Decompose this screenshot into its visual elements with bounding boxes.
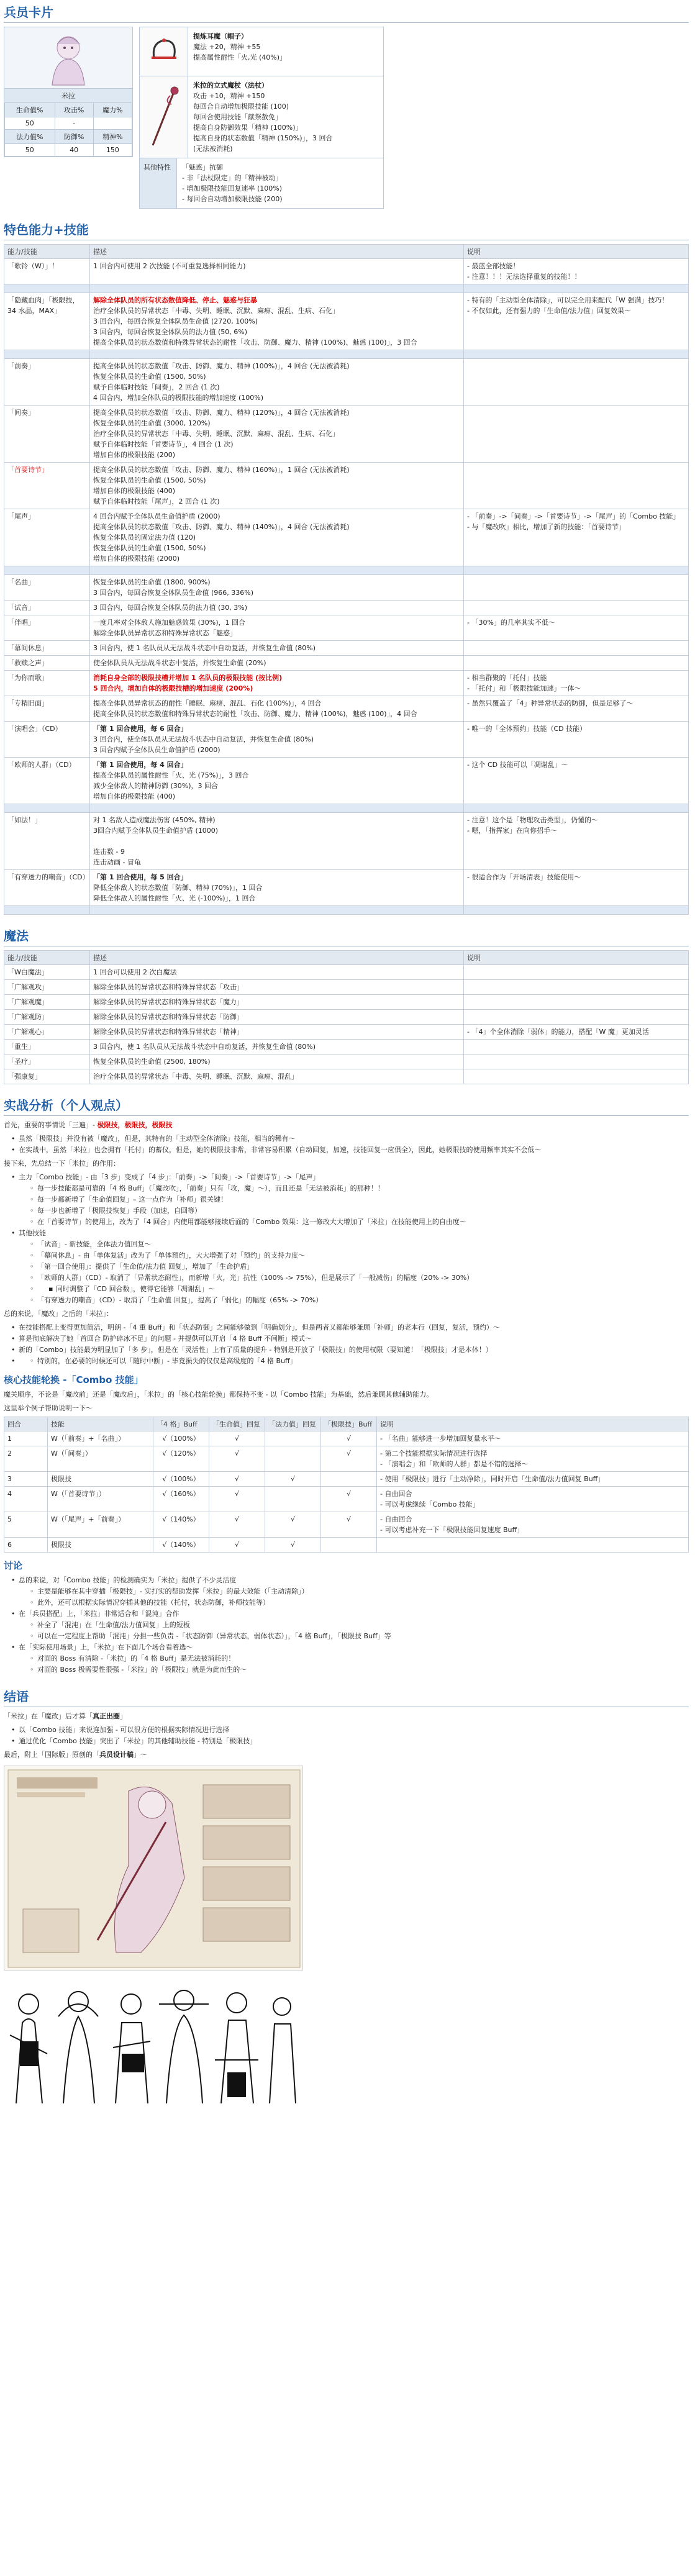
skill-note — [464, 656, 689, 671]
combo-row — [4, 1431, 689, 1446]
combo-skill: W（「首要诗节」） — [48, 1487, 153, 1512]
combo-buff: √（100%） — [153, 1431, 209, 1446]
character-name: 米拉 — [4, 88, 132, 102]
analysis-body: 首先，重要的事情说「三遍」- 极限技，极限技，极限技 • 虽然「极限技」并没有被「魔改」，但是，其特有的「主动型全体清除」技能，相当的稀有～ • 在实战中，虽然「米拉」也会拥有「托付」的蓄仪，但是，她的极限技非常，非常容易积累（自动回复，加速，技能回复一应俱全），因此，她极限技的使用频率其实不会低～ 接下来，先总结一下「米拉」的作用： • 主力「Combo 技能」- 由「3 步」变成了「4 步」：「前奏」->「间奏」->「首要诗节」->「尾声」 ◦ 每一步技能都是可靠的「4 格 Buff」（「魔改吹」，「前奏」只有「攻，魔」～），而且还是「无法被消耗」的那种！！ ◦ 每一步都新增了「生命值回复」– 这一点作为「补师」很关键！ ◦ 每一步也新增了「极限技恢复」手段（加速，自回等） ◦ 在「首要诗节」的使用上，改为了「4 回合」内使用都能够接续后面的「Combo 效果：这一修改大大增加了「米拉」在技能使用上的自由度～ • 其他技能 ◦ 「试音」- 新技能，全体法力值回复～ ◦ 「幕间休息」- 由「单体复活」改为了「单体预约」，大大增强了对「预约」的支持力度～ ◦ 「第一回合使用」：提供了「生命值/法力值 回复」，增加了「生命护盾」 ◦ 「欧师的人群」（CD）- 取消了「异常状态耐性」，而新增「火，光」抗性（100% -> 75%），但是展示了「一般减伤」的幅度（20% -> 30%） ▪ ◦ 同时调整了「CD 回合数」，使得它能够「凋谢乱」～ ◦ 「有穿透力的嘲音」（CD）- 取消了「生命值 回复」，提高了「弱化」的幅度（65% -> 70%） 总的来说，「魔改」之后的「米拉」： • 在技能搭配上变得更加简洁，明朗 -「4 重 Buff」和「状态防御」之间能够做到「明确划分」，但是两者又都能够兼顾「补师」的老本行（回复，复活，预约）～ • 算是彻底解决了她「首回合 防护碎冰不足」的问题 - 并提供可以开启「4 格 Buff 不间断」模式～ • 新的「Combo」技能最为明显加了「多 步」，但是在「灵活性」上有了质量的提升 - 特别是开放了「极限技」的使用权限（要知道！「极限技」才是本体！） ◦ • 特别的，在必要的时候还可以「随时中断」- 毕竟损失的仅仅是高级度的「4 格 Buff」 — [4, 1120, 689, 1367]
skill-row — [4, 696, 689, 722]
combo-hp: √ — [209, 1431, 265, 1446]
skill-desc: 对 1 名敌人造成魔法伤害 (450%, 精神) 3回合内赋予全体队员生命值护盾 (1000) 连击数 - 9 连击动画 - 冒龟 — [90, 813, 464, 870]
magic-desc: 3 回合内，使 1 名队员从无法战斗状态中自动复活，并恢复生命值 (80%) — [90, 1040, 464, 1054]
skill-name: 「试音」 — [4, 601, 90, 615]
combo-note: - 自由回合 - 可以考虑继续「Combo 技能」 — [377, 1487, 689, 1512]
combo-skill: 极限技 — [48, 1472, 153, 1487]
magic-table: 能力/技能 描述 说明 「W白魔法」 1 回合可以使用 2 次白魔法 「广解观攻」 解除全体队员的异常状态和特殊异常状态「攻击」 「广解观魔」 解除全体队员的异常状态和特殊异常状态「魔力」 「广解观防」 解除全体队员的异常状态和特殊异常状态「防御」 「广解观心」 解除全体队员的异常状态和特殊异常状态「精神」 - 「4」个全体消除「弱体」的能力，搭配「W 魔」更加灵活 「重生」 3 回合内，使 1 名队员从无法战斗状态中自动复活，并恢复生命值 (80%) 「圣疗」 恢复全体队员的生命值 (2500, 180%) 「强康复」 治疗全体队员的异常状态「中毒、失明、睡眠、沉默、麻痹、混乱」 — [4, 950, 689, 1084]
combo-skill: W（「间奏」） — [48, 1446, 153, 1472]
skill-desc: 提高全体队员的状态数值「攻击、防御、魔力、精神 (120%)」，4 回合 (无法被消耗) 恢复全体队员的生命值 (3000, 120%) 治疗全体队员的异常状态「中毒、失明、睡眠、沉默、麻痹、混乱、生病、石化」 赋予自体临时技能「首要诗节」，4 回合 (1 次) 增加自体的极限技能 (200) — [90, 406, 464, 463]
combo-lb — [321, 1472, 377, 1487]
magic-name: 「广解观心」 — [4, 1025, 90, 1040]
skill-row — [4, 406, 689, 463]
combo-n: 5 — [4, 1512, 48, 1538]
skill-note: - 「前奏」->「间奏」->「首要诗节」->「尾声」的「Combo 技能」 - 与「魔改吹」相比，增加了新的技能：「首要诗节」 — [464, 509, 689, 566]
combo-table: 回合 技能 「4 格」Buff 「生命值」回复 「法力值」回复 「极限技」Buff 说明 1 W（「前奏」+「名曲」） √（100%） √ √ - 「名曲」能够进一步增加回复量水平～ 2 W（「间奏」） √（120%） √ √ - 第二个技能根据实际情况进行选择 - 「演唱会」和「欧师的人群」都是不错的选择～ 3 极限技 √（100%） √ √ - 使用「极限技」进行「主动净除」，同时开启「生命值/法力值回复 Buff」 4 W（「首要诗节」） √（160%） √ √ - 自由回合 - 可以考虑继续「Combo 技能」 5 W（「尾声」+「前奏」） √（140%） √ √ √ - 自由回合 - 可以考虑补充一下「极限技能回复速度 Buff」 6 极限技 √（140%） √ √ — [4, 1417, 689, 1553]
combo-buff: √（140%） — [153, 1512, 209, 1538]
magic-note — [464, 965, 689, 980]
skill-desc: 1 回合内可使用 2 次技能 (不可重复选择相同能力) — [90, 259, 464, 284]
separator-row — [4, 566, 689, 575]
hat-icon — [140, 27, 188, 76]
combo-n: 2 — [4, 1446, 48, 1472]
other-traits-row: 其他特性 「魅惑」抗御 - 非「法杖限定」的「精神被动」 - 增加极限技能回复速率 (100%) - 每回合自动增加极限技能 (200) — [140, 158, 383, 208]
skill-desc: 一度几率对全体敌人施加魅惑效果 (30%)，1 回合 解除全体队员异常状态和特殊异常状态「魅惑」 — [90, 615, 464, 641]
skill-row — [4, 293, 689, 350]
skill-row — [4, 615, 689, 641]
combo-mp — [265, 1487, 321, 1512]
combo-lb: √ — [321, 1446, 377, 1472]
combo-hp: √ — [209, 1472, 265, 1487]
skill-row — [4, 722, 689, 758]
combo-skill: W（「前奏」+「名曲」） — [48, 1431, 153, 1446]
combo-n: 6 — [4, 1538, 48, 1553]
magic-note — [464, 1040, 689, 1054]
combo-hp: √ — [209, 1512, 265, 1538]
combo-hp: √ — [209, 1446, 265, 1472]
combo-n: 1 — [4, 1431, 48, 1446]
combo-note: - 「名曲」能够进一步增加回复量水平～ — [377, 1431, 689, 1446]
magic-row — [4, 1054, 689, 1069]
skill-name: 「间奏」 — [4, 406, 90, 463]
analysis-section-title: 实战分析（个人观点） — [4, 1093, 689, 1116]
skill-name: 「名曲」 — [4, 575, 90, 601]
skill-note — [464, 463, 689, 509]
unit-card-section — [4, 27, 689, 209]
combo-note: - 第二个技能根据实际情况进行选择 - 「演唱会」和「欧师的人群」都是不错的选择～ — [377, 1446, 689, 1472]
magic-name: 「重生」 — [4, 1040, 90, 1054]
skill-note: - 虽然只覆盖了「4」种异常状态的防御，但是足够了～ — [464, 696, 689, 722]
separator-row — [4, 284, 689, 293]
magic-row — [4, 965, 689, 980]
combo-note — [377, 1538, 689, 1553]
magic-note — [464, 1054, 689, 1069]
magic-desc: 解除全体队员的异常状态和特殊异常状态「精神」 — [90, 1025, 464, 1040]
magic-note — [464, 1010, 689, 1025]
combo-n: 4 — [4, 1487, 48, 1512]
discussion-list: • 总的来说，对「Combo 技能」的检测确实为「米拉」提供了不少灵活度 ◦ 主要是能够在其中穿插「极限技」- 实打实的帮助发挥「米拉」的最大效能（「主动清除」） ◦ 此外，还可以根据实际情况穿插其他的技能（托付，状态防御，补师技能等） • 在「兵员搭配」上，「米拉」非常适合和「混沌」合作 ◦ 补全了「混沌」在「生命值/法力值回复」上的短板 ◦ 可以在一定程度上帮助「混沌」分担一些负责 -「状态防御（异常状态，弱体状态）」，「4 格 Buff」，「极限技 Buff」等 • 在「实际使用场景」上，「米拉」在下面几个场合看着选～ ◦ 对面的 Boss 有清除 -「米拉」的「4 格 Buff」是无法被消耗的！ ◦ 对面的 Boss 极需要性很强 -「米拉」的「极限技」就是为此而生的～ — [11, 1575, 689, 1676]
combo-row — [4, 1472, 689, 1487]
separator-row — [4, 804, 689, 813]
character-portrait — [4, 27, 132, 88]
combo-row — [4, 1512, 689, 1538]
skill-name: 「专精旧面」 — [4, 696, 90, 722]
magic-row — [4, 1010, 689, 1025]
skill-note: - 「30%」的几率其实不低～ — [464, 615, 689, 641]
skills-section-title: 特色能力+技能 — [4, 217, 689, 240]
skill-row — [4, 359, 689, 406]
magic-name: 「广解观魔」 — [4, 995, 90, 1010]
skill-note: - 很适合作为「开场清表」技能使用～ — [464, 870, 689, 906]
magic-desc: 解除全体队员的异常状态和特殊异常状态「攻击」 — [90, 980, 464, 995]
skill-desc: 提高全体队员的状态数值「攻击、防御、魔力、精神 (160%)」，1 回合 (无法被消耗) 恢复全体队员的生命值 (1500, 50%) 增加自体的极限技能 (400) 赋予自体临时技能「尾声」，2 回合 (1 次) — [90, 463, 464, 509]
skill-row — [4, 575, 689, 601]
skill-row — [4, 463, 689, 509]
skill-name: 「歌铃（W）」！ — [4, 259, 90, 284]
separator-row — [4, 350, 689, 359]
skill-note — [464, 601, 689, 615]
equip-row-staff: 米拉的立式魔杖（法杖） 攻击 +10，精神 +150 每回合自动增加极限技能 (100) 每回合使用技能「献祭赦免」 提高自身防御效果「精神 (100%)」 提高自身的状态数值「精神 (150%)」，3 回合 (无法被消耗) — [140, 76, 383, 158]
combo-mp — [265, 1431, 321, 1446]
skill-desc: 「第 1 回合使用，每 4 回合」 提高全体队员的属性耐性「火、光 (75%)」，3 回合 减少全体敌人的精神防御 (30%)，3 回合 增加自体的极限技能 (400) — [90, 758, 464, 804]
magic-name: 「圣疗」 — [4, 1054, 90, 1069]
skill-row — [4, 656, 689, 671]
discussion-section-title: 讨论 — [4, 1560, 23, 1571]
skill-name: 「首要诗节」 — [4, 463, 90, 509]
character-card — [4, 27, 133, 157]
skill-desc: 3 回合内，使 1 名队员从无法战斗状态中自动复活，并恢复生命值 (80%) — [90, 641, 464, 656]
skill-desc: 「第 1 回合使用，每 6 回合」 3 回合内，使全体队员从无法战斗状态中自动复活，并恢复生命值 (80%) 3 回合内赋予全体队员生命值护盾 (2000) — [90, 722, 464, 758]
magic-section-title: 魔法 — [4, 923, 689, 946]
magic-desc: 恢复全体队员的生命值 (2500, 180%) — [90, 1054, 464, 1069]
combo-lb: √ — [321, 1487, 377, 1512]
skill-name: 「尾声」 — [4, 509, 90, 566]
skill-row — [4, 259, 689, 284]
skill-desc: 「第 1 回合使用，每 5 回合」 降低全体敌人的状态数值「防御、精神 (70%)」，1 回合 降低全体敌人的属性耐性「火、光 (-100%)」，1 回合 — [90, 870, 464, 906]
combo-note: - 使用「极限技」进行「主动净除」，同时开启「生命值/法力值回复 Buff」 — [377, 1472, 689, 1487]
combo-n: 3 — [4, 1472, 48, 1487]
magic-note — [464, 980, 689, 995]
magic-desc: 1 回合可以使用 2 次白魔法 — [90, 965, 464, 980]
magic-desc: 治疗全体队员的异常状态「中毒、失明、睡眠、沉默、麻痹、混乱」 — [90, 1069, 464, 1084]
combo-buff: √（140%） — [153, 1538, 209, 1553]
skill-desc: 恢复全体队员的生命值 (1800, 900%) 3 回合内，每回合恢复全体队员生命值 (966, 336%) — [90, 575, 464, 601]
stat-table: 生命值% 攻击% 魔力% 50 - 法力值% 防御% 精神% 50 40 150 — [4, 102, 132, 156]
magic-row — [4, 1025, 689, 1040]
skills-table: 能力/技能 描述 说明 「歌铃（W）」！ 1 回合内可使用 2 次技能 (不可重复选择相同能力) - 最蓝全部技能！ - 注意！！！无法选择重复的技能！！ 「隐藏血肉」「极限技，34 水晶，MAX」 解除全体队员的所有状态数值降低、停止、魅惑与狂暴 治疗全体队员的异常状态「中毒、失明、睡眠、沉默、麻痹、混乱、生病、石化」 3 回合内，每回合恢复全体队员生命值 (2720, 100%) 3 回合内，每回合恢复全体队员的法力值 (50, 6%) 提高全体队员的状态数值和特殊异常状态的耐性「攻击、防御、魔力、精神 (100%)、魅惑 (100)」，3 回合 - 特有的「主动型全体清除」，可以完全用来配代「W 强满」技巧！ - 不仅如此，还有强力的「生命值/法力值」回复效果～ 「前奏」 提高全体队员的状态数值「攻击、防御、魔力、精神 (100%)」，4 回合 (无法被消耗) 恢复全体队员的生命值 (1500, 50%) 赋予自体临时技能「间奏」，2 回合 (1 次) 4 回合内，增加全体队员的极限技能的增加速度 (100%) 「间奏」 提高全体队员的状态数值「攻击、防御、魔力、精神 (120%)」，4 回合 (无法被消耗) 恢复全体队员的生命值 (3000, 120%) 治疗全体队员的异常状态「中毒、失明、睡眠、沉默、麻痹、混乱、生病、石化」 赋予自体临时技能「首要诗节」，4 回合 (1 次) 增加自体的极限技能 (200) 「首要诗节」 提高全体队员的状态数值「攻击、防御、魔力、精神 (160%)」，1 回合 (无法被消耗) 恢复全体队员的生命值 (1500, 50%) 增加自体的极限技能 (400) 赋予自体临时技能「尾声」，2 回合 (1 次) 「尾声」 4 回合内赋予全体队员生命值护盾 (2000) 提高全体队员的状态数值「攻击、防御、魔力、精神 (140%)」，4 回合 (无法被消耗) 恢复全体队员的固定法力值 (120) 恢复全体队员的生命值 (1500, 50%) 增加自体的极限技能 (2000) - 「前奏」->「间奏」->「首要诗节」->「尾声」的「Combo 技能」 - 与「魔改吹」相比，增加了新的技能：「首要诗节」 「名曲」 恢复全体队员的生命值 (1800, 900%) 3 回合内，每回合恢复全体队员生命值 (966, 336%) 「试音」 3 回合内，每回合恢复全体队员的法力值 (30, 3%) 「伴唱」 一度几率对全体敌人施加魅惑效果 (30%)，1 回合 解除全体队员异常状态和特殊异常状态「魅惑」 - 「30%」的几率其实不低～ 「幕间休息」 3 回合内，使 1 名队员从无法战斗状态中自动复活，并恢复生命值 (80%) 「救赎之声」 使全体队员从无法战斗状态中复活，并恢复生命值 (20%) 「为你而歌」 消耗自身全部的极限技槽并增加 1 名队员的极限技能 (按比例) 5 回合内，增加自体的极限技槽的增加速度 (200%) - 相当群聚的「托付」技能 - 「托付」和「极限技能加速」一体～ 「专精旧面」 提高全体队员异常状态的耐性「睡眠、麻痹、混乱、石化 (100%)」，4 回合 提高全体队员的状态数值和特殊异常状态的耐性「攻击、防御、魔力、精神 (100%)，魅惑 (100)」，4 回合 - 虽然只覆盖了「4」种异常状态的防御，但是足够了～ 「演唱会」（CD） 「第 1 回合使用，每 6 回合」 3 回合内，使全体队员从无法战斗状态中自动复活，并恢复生命值 (80%) 3 回合内赋予全体队员生命值护盾 (2000) - 唯一的「全体预约」技能（CD 技能） 「欧师的人群」（CD） 「第 1 回合使用，每 4 回合」 提高全体队员的属性耐性「火、光 (75%)」，3 回合 减少全体敌人的精神防御 (30%)，3 回合 增加自体的极限技能 (400) - 这个 CD 技能可以「凋谢乱」～ 「如法！」 对 1 名敌人造成魔法伤害 (450%, 精神) 3回合内赋予全体队员生命值护盾 (1000) 连击数 - 9 连击动画 - 冒龟 - 注意！这个是「物理攻击类型」，仍懂的～ - 嗯，「指挥家」在向你招手～ 「有穿透力的嘲音」（CD） 「第 1 回合使用，每 5 回合」 降低全体敌人的状态数值「防御、精神 (70%)」，1 回合 降低全体敌人的属性耐性「火、光 (-100%)」，1 回合 - 很适合作为「开场清表」技能使用～ — [4, 244, 689, 915]
magic-name: 「W白魔法」 — [4, 965, 90, 980]
equipment-panel — [139, 27, 384, 209]
magic-note — [464, 995, 689, 1010]
skill-row — [4, 641, 689, 656]
skill-name: 「为你而歌」 — [4, 671, 90, 696]
magic-row — [4, 980, 689, 995]
skill-note — [464, 406, 689, 463]
magic-row — [4, 995, 689, 1010]
skill-note: - 相当群聚的「托付」技能 - 「托付」和「极限技能加速」一体～ — [464, 671, 689, 696]
skill-note — [464, 359, 689, 406]
combo-buff: √（120%） — [153, 1446, 209, 1472]
skill-name: 「演唱会」（CD） — [4, 722, 90, 758]
magic-row — [4, 1069, 689, 1084]
magic-note — [464, 1069, 689, 1084]
magic-row — [4, 1040, 689, 1054]
combo-lb: √ — [321, 1431, 377, 1446]
skill-name: 「有穿透力的嘲音」（CD） — [4, 870, 90, 906]
magic-name: 「广解观攻」 — [4, 980, 90, 995]
conclusion-body: 「米拉」在「魔改」后才算「真正出圈」 • 以「Combo 技能」来说连加强 - 可以很方便的根据实际情况进行选择 • 通过优化「Combo 技能」突出了「米拉」的其他辅助技能 - 特别是「极限技」 最后，附上「国际版」原创的「兵员设计稿」～ — [4, 1711, 689, 1761]
combo-skill: 极限技 — [48, 1538, 153, 1553]
combo-buff: √（100%） — [153, 1472, 209, 1487]
skill-note: - 最蓝全部技能！ - 注意！！！无法选择重复的技能！！ — [464, 259, 689, 284]
skill-row — [4, 870, 689, 906]
design-sheet-image — [4, 1766, 303, 1971]
magic-note: - 「4」个全体消除「弱体」的能力，搭配「W 魔」更加灵活 — [464, 1025, 689, 1040]
skill-note: - 特有的「主动型全体清除」，可以完全用来配代「W 强满」技巧！ - 不仅如此，还有强力的「生命值/法力值」回复效果～ — [464, 293, 689, 350]
skill-row — [4, 601, 689, 615]
combo-mp: √ — [265, 1538, 321, 1553]
skill-desc: 使全体队员从无法战斗状态中复活，并恢复生命值 (20%) — [90, 656, 464, 671]
combo-lb — [321, 1538, 377, 1553]
combo-hp: √ — [209, 1487, 265, 1512]
other-traits-label: 其他特性 — [140, 158, 177, 208]
combo-note: - 自由回合 - 可以考虑补充一下「极限技能回复速度 Buff」 — [377, 1512, 689, 1538]
skill-row — [4, 813, 689, 870]
skill-desc: 提高全体队员异常状态的耐性「睡眠、麻痹、混乱、石化 (100%)」，4 回合 提高全体队员的状态数值和特殊异常状态的耐性「攻击、防御、魔力、精神 (100%)，魅惑 (100)」，4 回合 — [90, 696, 464, 722]
staff-icon — [140, 76, 188, 158]
skill-name: 「幕间休息」 — [4, 641, 90, 656]
combo-row — [4, 1538, 689, 1553]
skill-desc: 消耗自身全部的极限技槽并增加 1 名队员的极限技能 (按比例) 5 回合内，增加自体的极限技槽的增加速度 (200%) — [90, 671, 464, 696]
skill-row — [4, 671, 689, 696]
skill-row — [4, 509, 689, 566]
combo-mp — [265, 1446, 321, 1472]
page-title: 兵员卡片 — [4, 0, 689, 23]
skill-note — [464, 641, 689, 656]
skill-desc: 解除全体队员的所有状态数值降低、停止、魅惑与狂暴 治疗全体队员的异常状态「中毒、失明、睡眠、沉默、麻痹、混乱、生病、石化」 3 回合内，每回合恢复全体队员生命值 (2720, 100%) 3 回合内，每回合恢复全体队员的法力值 (50, 6%) 提高全体队员的状态数值和特殊异常状态的耐性「攻击、防御、魔力、精神 (100%)、魅惑 (100)」，3 回合 — [90, 293, 464, 350]
equip-row-hat: 提炼耳魔（帽子） 魔法 +20，精神 +55 提高属性耐性「火,光 (40%)」 — [140, 27, 383, 76]
skill-name: 「救赎之声」 — [4, 656, 90, 671]
skill-name: 「如法！」 — [4, 813, 90, 870]
skill-desc: 4 回合内赋予全体队员生命值护盾 (2000) 提高全体队员的状态数值「攻击、防御、魔力、精神 (140%)」，4 回合 (无法被消耗) 恢复全体队员的固定法力值 (120) 恢复全体队员的生命值 (1500, 50%) 增加自体的极限技能 (2000) — [90, 509, 464, 566]
skill-note: - 唯一的「全体预约」技能（CD 技能） — [464, 722, 689, 758]
skill-note: - 注意！这个是「物理攻击类型」，仍懂的～ - 嗯，「指挥家」在向你招手～ — [464, 813, 689, 870]
skill-desc: 提高全体队员的状态数值「攻击、防御、魔力、精神 (100%)」，4 回合 (无法被消耗) 恢复全体队员的生命值 (1500, 50%) 赋予自体临时技能「间奏」，2 回合 (1 次) 4 回合内，增加全体队员的极限技能的增加速度 (100%) — [90, 359, 464, 406]
skill-note — [464, 575, 689, 601]
skill-name: 「前奏」 — [4, 359, 90, 406]
skill-name: 「隐藏血肉」「极限技，34 水晶，MAX」 — [4, 293, 90, 350]
combo-buff: √（160%） — [153, 1487, 209, 1512]
magic-desc: 解除全体队员的异常状态和特殊异常状态「防御」 — [90, 1010, 464, 1025]
skill-name: 「欧师的人群」（CD） — [4, 758, 90, 804]
magic-name: 「广解观防」 — [4, 1010, 90, 1025]
separator-row — [4, 906, 689, 915]
combo-lb: √ — [321, 1512, 377, 1538]
combo-hp: √ — [209, 1538, 265, 1553]
skill-row — [4, 758, 689, 804]
skill-name: 「伴唱」 — [4, 615, 90, 641]
combo-section-title: 核心技能轮换 -「Combo 技能」 — [4, 1374, 143, 1386]
combo-skill: W（「尾声」+「前奏」） — [48, 1512, 153, 1538]
magic-name: 「强康复」 — [4, 1069, 90, 1084]
line-art-sketches — [4, 1979, 303, 2116]
magic-desc: 解除全体队员的异常状态和特殊异常状态「魔力」 — [90, 995, 464, 1010]
skill-note: - 这个 CD 技能可以「凋谢乱」～ — [464, 758, 689, 804]
conclusion-section-title: 结语 — [4, 1684, 689, 1707]
combo-row — [4, 1487, 689, 1512]
combo-row — [4, 1446, 689, 1472]
combo-mp: √ — [265, 1512, 321, 1538]
skill-desc: 3 回合内，每回合恢复全体队员的法力值 (30, 3%) — [90, 601, 464, 615]
combo-mp: √ — [265, 1472, 321, 1487]
